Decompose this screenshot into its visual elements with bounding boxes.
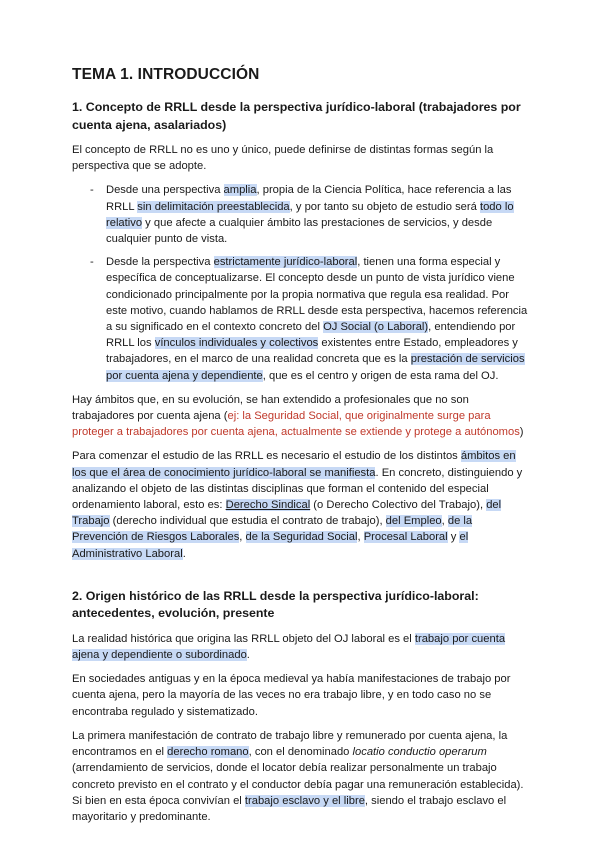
document-page: [72, 66, 528, 833]
highlight: ámbitos en los que el área de conocimiento jurídico-laboral se manifiesta: [72, 450, 516, 479]
text-run: ): [519, 426, 524, 439]
red-example-text: ej: la Seguridad Social, que originalmente surge para proteger a trabajadores por cuenta ajena, actualmente se extiende y protege a autónomos: [72, 410, 520, 439]
text-run: .: [182, 547, 186, 560]
text-run: Desde una perspectiva: [106, 184, 224, 197]
highlight: el Administrativo Laboral: [72, 531, 469, 560]
text-run: ,: [239, 531, 246, 544]
text-run: existentes entre Estado, empleadores y trabajadores, en el marco de una realidad concreta que es la: [106, 337, 518, 366]
text-run: La realidad histórica que origina las RRLL objeto del OJ laboral es el: [72, 632, 415, 645]
text-run: Desde la perspectiva: [106, 256, 214, 269]
text-run: , siendo el trabajo esclavo el mayoritario y predominante.: [72, 794, 507, 823]
highlight: derecho romano: [167, 746, 249, 759]
highlight: de la Prevención de Riesgos Laborales: [72, 515, 473, 544]
section-2-paragraph-romano: [72, 728, 528, 825]
text-run: (derecho individual que estudia el contrato de trabajo),: [109, 515, 386, 528]
highlight: sin delimitación preestablecida: [137, 200, 290, 213]
text-run: , entendiendo por RRLL los: [106, 321, 516, 350]
bullet-dash: -: [90, 256, 94, 269]
section-2-paragraph-realidad: [72, 631, 528, 663]
text-run: Hay ámbitos que, en su evolución, se han extendido a profesionales que no son trabajadores por cuenta ajena (: [72, 393, 469, 423]
text-run: ,: [441, 515, 448, 528]
text-run: (o Derecho Colectivo del Trabajo),: [310, 499, 487, 512]
text-run: Para comenzar el estudio de las RRLL es necesario el estudio de los distintos: [72, 450, 461, 463]
text-run: La primera manifestación de contrato de trabajo libre y remunerado por cuenta ajena, la encontramos en el: [72, 729, 508, 759]
highlight: estrictamente jurídico-laboral: [213, 256, 358, 269]
document-title: TEMA 1. INTRODUCCIÓN: [72, 66, 260, 83]
highlight: del Empleo: [385, 515, 442, 528]
text-run: , tienen una forma especial y específica de conceptualizarse. El concepto desde un punto de vista jurídico viene condicionado principalmente por la propia normativa que regula esa realidad. Por este motivo, cuando hablamos de RRLL desde esta perspectiva, hacemos referencia a su significado en el contexto concreto del: [106, 256, 528, 334]
section-2-heading: 2. Origen histórico de las RRLL desde la perspectiva jurídico-laboral: antecedentes, evolución, presente: [72, 588, 479, 621]
highlight: vínculos individuales y colectivos: [154, 337, 319, 350]
bullet-dash: -: [90, 184, 94, 197]
highlight: Procesal Laboral: [363, 531, 448, 544]
text-run: y que afecte a cualquier ámbito las prestaciones de servicios, y desde cualquier punto de vista.: [106, 216, 493, 246]
highlight: prestación de servicios por cuenta ajena y dependiente: [106, 353, 525, 382]
text-run: , con el denominado: [248, 746, 353, 759]
section-1-intro: El concepto de RRLL no es uno y único, puede definirse de distintas formas según la perspectiva que se adopte.: [72, 144, 494, 173]
latin-term: locatio conductio operarum: [352, 746, 487, 759]
text-run: , que es el centro y origen de esta rama del OJ.: [262, 369, 499, 382]
text-run: . En concreto, distinguiendo y analizando el objeto de las distintas disciplinas que forman el contenido del especial ordenamiento laboral, esto es:: [72, 466, 523, 512]
text-run: y: [447, 531, 460, 544]
text-run: ,: [357, 531, 364, 544]
highlight: del Trabajo: [72, 499, 502, 528]
text-run: .: [246, 649, 250, 662]
section-1-list: [72, 182, 528, 383]
highlight: trabajo por cuenta ajena y dependiente o subordinado: [72, 632, 506, 662]
section-2-paragraph-sociedades: En sociedades antiguas y en la época medieval ya había manifestaciones de trabajo por cuenta ajena, pero la mayoría de las veces no era trabajo libre, y en todo caso no se encontraba regulado y sistematizado.: [72, 673, 511, 718]
list-item-juridico-laboral: [72, 254, 528, 384]
text-run: (arrendamiento de servicios, donde el locator debía realizar personalmente un trabajo concreto previsto en el contrato y el conductor debía pagar una remuneración establecida). Si bien en esta época convivían el: [72, 762, 524, 807]
text-run: , y por tanto su objeto de estudio será: [289, 200, 480, 213]
highlight: trabajo esclavo y el libre: [244, 794, 365, 807]
highlight: amplia: [223, 184, 257, 197]
list-item-amplia: [72, 182, 528, 247]
section-spacer: [72, 570, 528, 588]
highlight: de la Seguridad Social: [245, 531, 358, 544]
text-run: , propia de la Ciencia Política, hace referencia a las RRLL: [106, 184, 512, 213]
section-1-paragraph-disciplinas: [72, 448, 528, 561]
section-1-paragraph-ambitos: [72, 392, 528, 441]
highlight: Derecho Sindical: [225, 499, 311, 512]
section-1-heading: 1. Concepto de RRLL desde la perspectiva jurídico-laboral (trabajadores por cuenta ajena, asalariados): [72, 100, 521, 132]
highlight: OJ Social (o Laboral): [323, 321, 429, 334]
highlight: todo lo relativo: [106, 200, 514, 229]
